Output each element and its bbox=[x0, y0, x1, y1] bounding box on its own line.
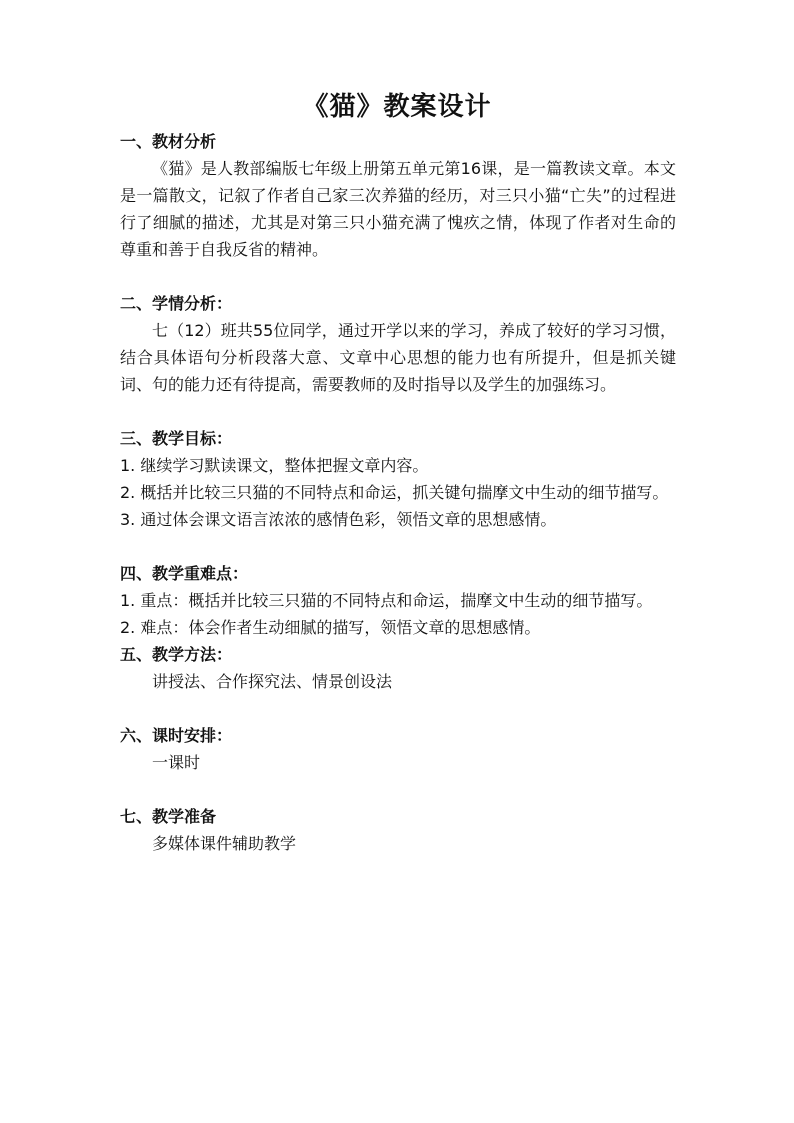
section-body-student-analysis: 七（12）班共55位同学，通过开学以来的学习，养成了较好的学习习惯，结合具体语句分析段落大意、文章中心思想的能力也有所提升，但是抓关键词、句的能力还有待提高，需要教师的及时指导以及学生的加强练习。 bbox=[120, 321, 676, 394]
section-heading-teaching-methods: 五、教学方法： bbox=[120, 645, 233, 664]
spacer bbox=[120, 695, 676, 722]
page-title: 《猫》教案设计 bbox=[302, 92, 492, 122]
spacer bbox=[120, 776, 676, 803]
section-heading-student-analysis: 二、学情分析： bbox=[120, 294, 233, 313]
section-body-teaching-methods: 讲授法、合作探究法、情景创设法 bbox=[152, 672, 393, 691]
spacer bbox=[120, 398, 676, 425]
section-heading-schedule: 六、课时安排： bbox=[120, 726, 233, 745]
list-item: 3. 通过体会课文语言浓浓的感情色彩，领悟文章的思想感情。 bbox=[120, 510, 557, 529]
section-body-textbook-analysis: 《猫》是人教部编版七年级上册第五单元第16课，是一篇教读文章。本文是一篇散文，记叙了作者自己家三次养猫的经历，对三只小猫“亡失”的过程进行了细腻的描述，尤其是对第三只小猫充满了愧疚之情，体现了作者对生命的尊重和善于自我反省的精神。 bbox=[120, 159, 676, 259]
section-heading-textbook-analysis: 一、教材分析 bbox=[120, 132, 217, 151]
section-body-preparation: 多媒体课件辅助教学 bbox=[152, 834, 297, 853]
list-item: 1. 继续学习默读课文，整体把握文章内容。 bbox=[120, 456, 429, 475]
list-item: 2. 难点：体会作者生动细腻的描写，领悟文章的思想感情。 bbox=[120, 618, 541, 637]
spacer bbox=[120, 263, 676, 290]
section-body-schedule: 一课时 bbox=[152, 753, 201, 772]
section-heading-teaching-goals: 三、教学目标： bbox=[120, 429, 233, 448]
list-item: 1. 重点：概括并比较三只猫的不同特点和命运，揣摩文中生动的细节描写。 bbox=[120, 591, 653, 610]
list-item: 2. 概括并比较三只猫的不同特点和命运，抓关键句揣摩文中生动的细节描写。 bbox=[120, 483, 669, 502]
section-heading-preparation: 七、教学准备 bbox=[120, 807, 217, 826]
spacer bbox=[120, 533, 676, 560]
section-heading-key-points: 四、教学重难点： bbox=[120, 564, 249, 583]
document-body bbox=[120, 128, 676, 857]
